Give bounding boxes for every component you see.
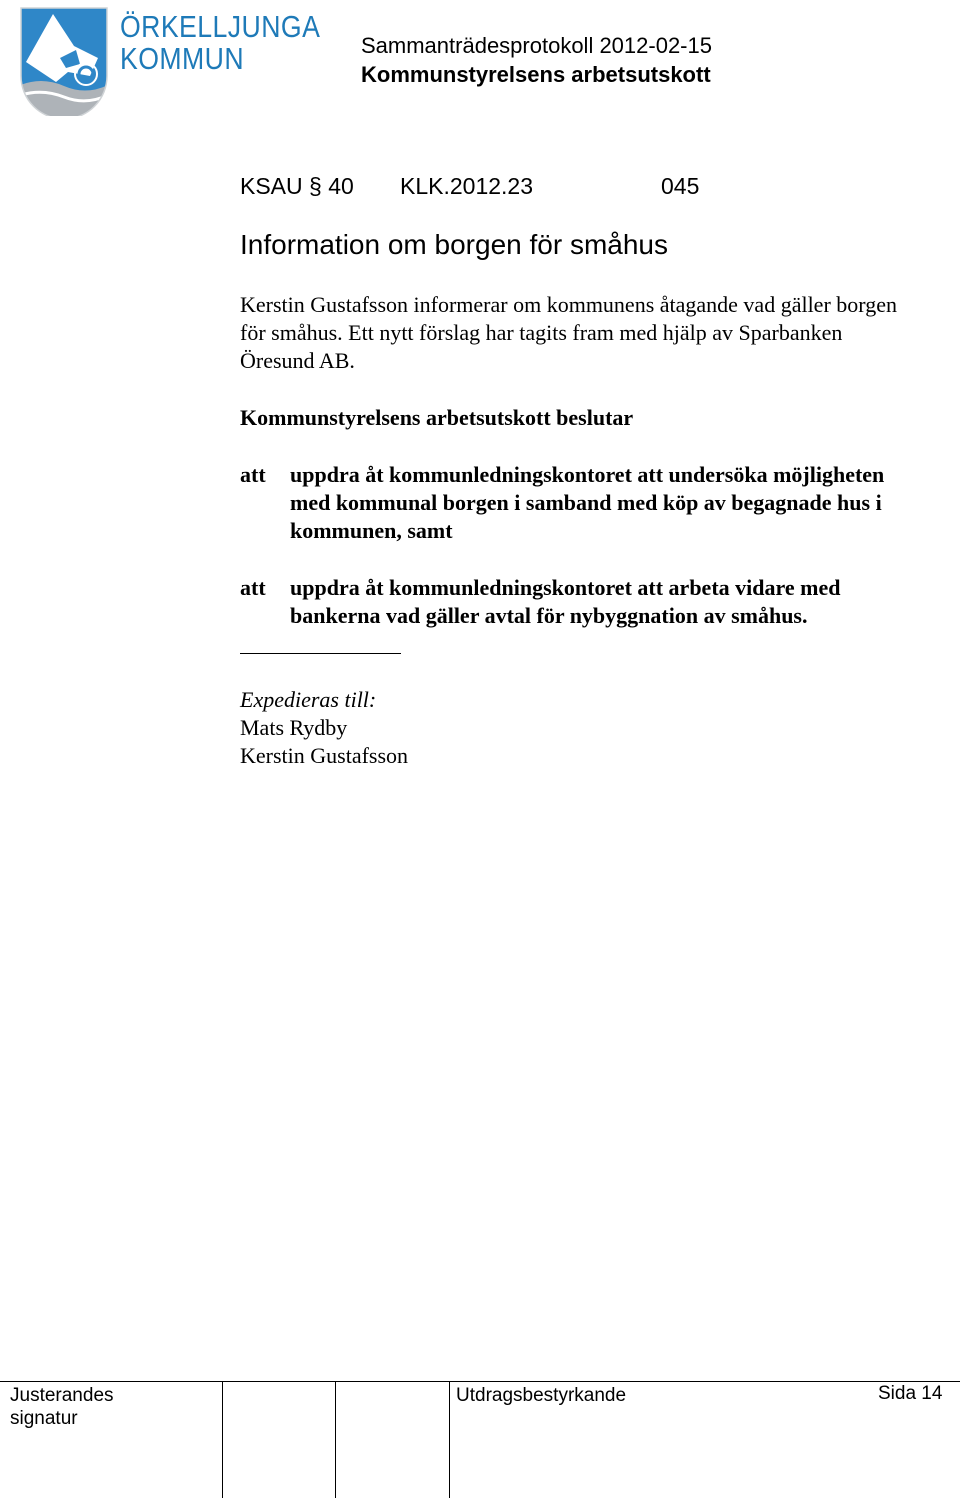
decision-heading: Kommunstyrelsens arbetsutskott beslutar <box>240 405 634 430</box>
decision-item-label: att <box>240 462 266 487</box>
municipality-name-line1: ÖRKELLJUNGA <box>120 9 321 44</box>
committee-name: Kommunstyrelsens arbetsutskott <box>361 62 711 87</box>
municipality-name-line2: KOMMUN <box>120 41 245 76</box>
footer-divider <box>0 1381 960 1382</box>
case-paragraph: KSAU § 40 <box>240 173 354 199</box>
signature-box-divider <box>335 1382 336 1498</box>
page-title: Information om borgen för småhus <box>240 229 668 260</box>
justerandes-signatur-label: Justerandes signatur <box>10 1385 114 1429</box>
decision-item-text: uppdra åt kommunledningskontoret att undersöka möjligheten med kommunal borgen i samband med köp av begagnade hus i kommunen, samt <box>290 462 885 543</box>
decision-item-text: uppdra åt kommunledningskontoret att arbeta vidare med bankerna vad gäller avtal för nybyggnation av småhus. <box>290 575 841 628</box>
page-number: Sida 14 <box>878 1383 943 1404</box>
recipient: Mats Rydby <box>240 715 348 740</box>
utdragsbestyrkande-label: Utdragsbestyrkande <box>456 1385 627 1406</box>
protocol-title: Sammanträdesprotokoll 2012-02-15 <box>361 33 712 58</box>
orkelljunga-coat-of-arms-icon <box>18 6 110 116</box>
signature-box-divider <box>449 1382 450 1498</box>
decision-item-label: att <box>240 575 266 600</box>
section-divider <box>240 653 401 654</box>
signature-box-divider <box>222 1382 223 1498</box>
recipient: Kerstin Gustafsson <box>240 743 409 768</box>
intro-paragraph: Kerstin Gustafsson informerar om kommunens åtagande vad gäller borgen för småhus. Ett nytt förslag har tagits fram med hjälp av Sparbanken Öresund AB. <box>240 292 897 373</box>
case-classification-number: 045 <box>661 173 700 199</box>
case-diarie-number: KLK.2012.23 <box>400 173 534 199</box>
expedieras-label: Expedieras till: <box>240 687 377 712</box>
